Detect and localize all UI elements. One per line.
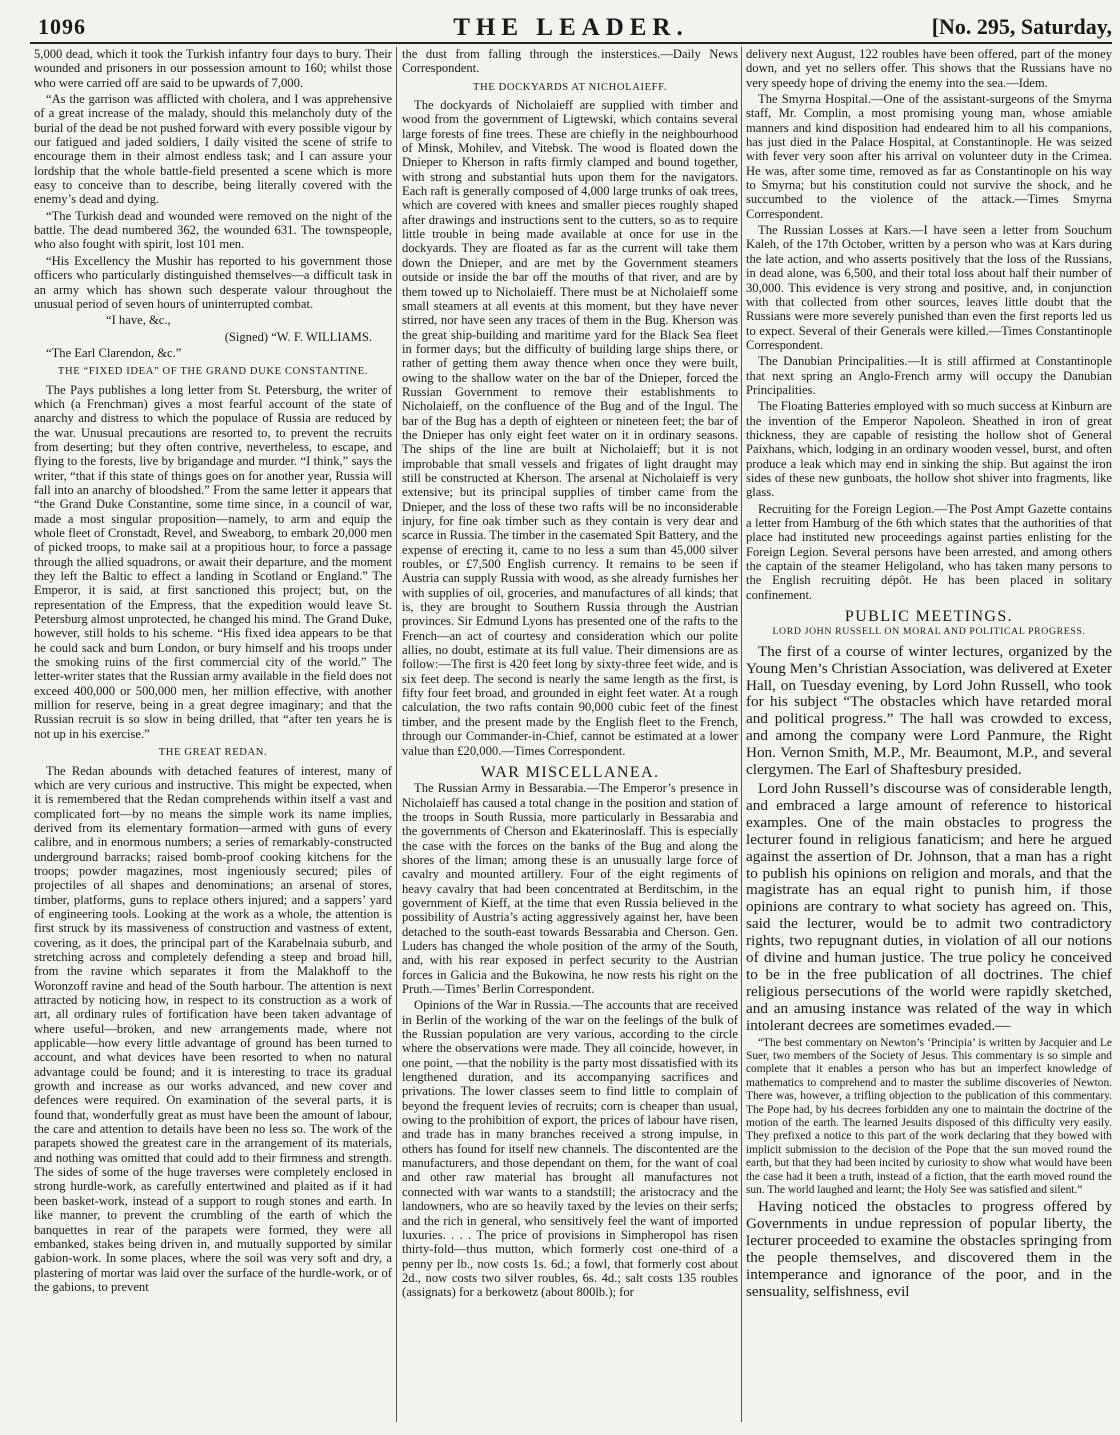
paragraph: The dockyards of Nicholaieff are supplied with timber and wood from the government of Ligtewski, which contains several large forests of fine trees. These are chiefly in the neighbourhood of Minsk, Mohilev, and Vitebsk. The wood is floated down the Dnieper to Kherson in rafts firmly clamped and bound together, with strong and substantial huts upon them for the navigators. Each raft is generally composed of 4,000 large trunks of oak trees, which are covered with knees and smaller pieces roughly shaped after drawings and instructions sent to the cutters, so as to require little trouble in being made available at once for use in the dockyards. They are floated as far as the current will take them down the Dnieper, and are met by the Government steamers outside or inside the bar off the mouths of that river, and are by them towed up to Nicholaieff. There must be at Nicholaieff some small steamers at all events at this moment, but they have never stirred, nor have seen any traces of them in the Bug. Kherson was the great ship-building and maritime yard for the Black Sea fleet in former days; but the difficulty of building large ships there, or rather of getting them away thence when once they were built, owing to the shallow water on the bar of the Dnieper, forced the Russian Government to remove their establishments to Nicholaieff, on the confluence of the Bug and of the Ingul. The bar of the Bug has a depth of eighteen or nineteen feet; the bar of the Dnieper has only eight feet water on it in ordinary seasons. The ships of the line are built at Nicholaieff; but it is not improbable that small vessels and frigates of light draught may still be constructed at Kherson. The arsenal at Nicholaieff is very extensive; but its principal supplies of timber came from the Dnieper, and the loss of these two rafts will be no inconsiderable injury, for fine oak timber such as they contain is very dear and scarce in Russia. The timber in the casemated Spit Battery, and the expense of erecting it, came to no less a sum than 45,000 silver roubles, or £7,500 English currency. It remains to be seen if Austria can supply Russia with wood, as she already furnishes her with supplies of oil, groceries, and manufactures of all kinds; that is, they are brought to Southern Russia through the Austrian provinces. Sir Edmund Lyons has presented one of the rafts to the French—an act of courtesy and consideration which our polite allies, no doubt, estimate at its full value. Their dimensions are as follow:—The first is 420 feet long by sixty-three feet wide, and is six feet deep. The second is nearly the same length as the first, is fifty four feet broad, and grounded in eight feet water. At a rough calculation, the two rafts contain 90,000 cubic feet of the finest timber, and the present made by the English fleet to the French, through our Commander-in-Chief, cannot be estimated at a lower value than £20,000.—Times Correspondent.	[402, 98, 738, 758]
section-heading: THE “FIXED IDEA” OF THE GRAND DUKE CONSTANTINE.	[57, 366, 369, 378]
column-1	[34, 47, 392, 1432]
article-body	[746, 644, 1112, 1035]
article-body	[746, 1199, 1112, 1300]
paragraph: delivery next August, 122 roubles have been offered, part of the money down, and yet no sellers offer. This shows that the Russians have no very speedy hope of driving the enemy into the sea.—Idem.	[746, 47, 1112, 90]
paragraph: “The Earl Clarendon, &c.”	[46, 345, 182, 360]
masthead-title: THE LEADER.	[453, 14, 689, 41]
paragraph: Having noticed the obstacles to progress offered by Governments in undue repression of popular liberty, the lecturer proceeded to examine the obstacles springing from the people themselves, and discovered them in the intemperance and ignorance of the poor, and in the sensuality, selfishness, evil	[746, 1198, 1112, 1300]
section-subheading: LORD JOHN RUSSELL ON MORAL AND POLITICAL PROGRESS.	[772, 626, 1086, 638]
paragraph: Recruiting for the Foreign Legion.—The Post Ampt Gazette contains a letter from Hamburg of the 6th which states that the authorities of that place had instituted new proceedings against parties enlisting for the Foreign Legion. Several persons have been arrested, and among others the captain of the steamer Heligoland, who has taken many persons to the English recruiting dépôt. He has been placed in solitary confinement.	[746, 501, 1112, 602]
paragraph: “His Excellency the Mushir has reported to his government those officers who particularly distinguished themselves—a difficult task in an army which has shown such desperate valour throughout the unusual period of seven hours of uninterrupted combat.	[34, 253, 392, 311]
issue-label: [No. 295, Saturday,	[931, 14, 1112, 39]
header-rule	[30, 42, 1112, 44]
paragraph: The Smyrna Hospital.—One of the assistant-surgeons of the Smyrna staff, Mr. Complin, a most promising young man, whose amiable manners and kind disposition had endeared him to all his companions, has just died in the Palace Hospital, at Constantinople. He was seized with fever very soon after his arrival on volunteer duty in the Crimea. He was, after some time, removed as far as Constantinople on his way to Smyrna; but his constitution could not survive the shock, and he succumbed to the violence of the attack.—Times Smyrna Correspondent.	[746, 92, 1112, 221]
paragraph: The Danubian Principalities.—It is still affirmed at Constantinople that next spring an Anglo-French army will occupy the Danubian Principalities.	[746, 354, 1112, 397]
section-heading: THE GREAT REDAN.	[158, 747, 268, 759]
column-divider	[396, 47, 397, 1422]
paragraph: 5,000 dead, which it took the Turkish infantry four days to bury. Their wounded and prisoners in our possession amount to 160; whilst those who were carried off are said to be upwards of 7,000.	[34, 47, 392, 90]
column-divider	[741, 47, 742, 1422]
paragraph: Opinions of the War in Russia.—The accounts that are received in Berlin of the working of the war on the feelings of the bulk of the Russian population are very various, according to the circle where the observations were made. They all coincide, however, in one point, —that the nobility is the party most dissatisfied with its lengthened duration, and its accompanying sacrifices and privations. The lower classes seem to find little to complain of beyond the frequent levies of recruits; corn is cheaper than usual, owing to the prohibition of export, the prices of labour have risen, and trade has in many branches received a strong impulse, in others has found for itself new channels. The discontented are the manufacturers, and those dependant on them, for the want of coal and other raw material has brought all manufactures not connected with war wants to a standstill; the aristocracy and the landowners, who are so heavily taxed by the levies on their serfs; and the rich in general, who sensitively feel the want of imported luxuries. . . . The price of provisions in Simpheropol has risen thirty-fold—thus mutton, which formerly cost one-third of a penny per lb., now costs 1s. 6d.; a fowl, that formerly cost about 2d., now costs two silver roubles, 6s. 4d.; salt costs 135 roubles (assignats) for a berkowetz (about 800lb.); for	[402, 998, 738, 1300]
paragraph: The Redan abounds with detached features of interest, many of which are very curious and instructive. This might be expected, when it is remembered that the Redan comprehends within itself a vast and complicated fort—by no means the simple work its name implies, derived from its elementary formation—armed with guns of every calibre, and in enormous numbers; a series of remarkably-constructed underground barracks; raised bomb-proof cooking kitchens for the troops; powder magazines, most ingeniously secured; piles of projectiles of all shapes and denominations; an arsenal of stores, timber, platforms, guns to replace others injured; and a sappers’ yard of engineering tools. Looking at the work as a whole, the attention is first struck by its massiveness of construction and vastness of extent, covering, as it does, the principal part of the Karabelnaia suburb, and stretching across and completely defending a steep and broad hill, from the ravine which separates it from the Malakhoff to the Woronzoff ravine and head of the South harbour. The attention is next attracted by noticing how, in respect to its construction as a work of art, all ordinary rules of fortification have been taken advantage of where useful—broken, and new arrangements made, where not applicable—how every little advantage of ground has been turned to account, and what devices have been resorted to when no natural advantage could be found; and it is interesting to trace its gradual growth and increase as our works advanced, and new cover and defences were required. On examination of the several parts, it is found that, wonderfully great as must have been the amount of labour, the care and attention to details have been no less so. The work of the parapets showed the greatest care in the arrangement of its materials, and nothing was omitted that could add to their firmness and strength. The sides of some of the huge traverses were completely enclosed in strong hurdle-work, as carefully entertwined and plaited as if it had been basket-work, instead of a support to rough stones and earth. In like manner, to prevent the crumbling of the earth of which the banquettes in rear of the parapets were formed, they were all embanked, stakes being driven in, and mutually supported by similar gabion-work. In some places, where the soil was very soft and dry, a plastering of mortar was laid over the surface of the hurdle-work, or of the gabions, to prevent	[34, 763, 392, 1294]
paragraph: The Floating Batteries employed with so much success at Kinburn are the invention of the Emperor Napoleon. Sheathed in iron of great thickness, they are capable of resisting the hollow shot of General Paixhans, which, lodging in an ordinary wooden vessel, burst, and often produce a leak which may end in sinking the ship. But against the iron sides of these new gunboats, the hollow shot shiver into fragments, like glass.	[746, 399, 1112, 500]
paragraph: “The best commentary on Newton’s ‘Principia’ is written by Jacquier and Le Suer, two members of the Society of Jesus. This commentary is so simple and complete that it enables a person who has but an imperfect knowledge of mathematics to comprehend and to master the sublime discoveries of Newton. There was, however, a trifling objection to the publication of this commentary. The Pope had, by his decrees forbidden any one to maintain the doctrine of the motion of the earth. The learned Jesuits disposed of this difficulty very easily. They prefixed a notice to this part of the work declaring that they bowed with implicit submission to the decision of the Pope that the sun moved round the earth, but that they had been incited by curiosity to show what would have been the case had it been a truth, instead of a fiction, that the earth moved round the sun. The world laughed and learnt; the Holy See was satisfied and silent.”	[746, 1036, 1112, 1197]
block-quote	[746, 1037, 1112, 1198]
paragraph: The Russian Army in Bessarabia.—The Emperor’s presence in Nicholaieff has caused a total change in the position and station of the troops in South Russia, more particularly in Bessarabia and the governments of Cherson and Ekaterinoslaff. This is especially the case with the forces on the banks of the Bug and along the shores of the liman; among these is an unusually large force of cavalry and mounted artillery. Four of the eight regiments of heavy cavalry that had been concentrated at Berditschim, in the government of Kieff, at the time that even Russia believed in the possibility of Austria’s acting aggressively against her, have been detached to the south-east towards Bessarabia and Cherson. Gen. Luders has changed the whole position of the army of the South, and, with his rear exposed in perfect security to the Austrian forces in Galicia and the Bukowina, he now rests his right on the Pruth.—Times’ Berlin Correspondent.	[402, 781, 738, 996]
page-header	[30, 6, 1112, 44]
paragraph: Lord John Russell’s discourse was of considerable length, and embraced a large amount of reference to historical examples. One of the main obstacles to progress the lecturer found in religious fanaticism; and here he argued against the assertion of Dr. Johnson, that a man has a right to publish his opinions on religion and morals, and that the magistrate has an equal right to punish him, if those opinions are contrary to what society has agreed on. This, said the lecturer, would be to admit two contradictory rights, two repugnant duties, in violation of all our notions of divine and human justice. The true policy he conceived to be in the free publication of all doctrines. The chief religious persecutions of the world were rapidly sketched, and an amusing instance was related of the way in which intolerant decrees are sometimes evaded.—	[746, 780, 1112, 1034]
paragraph: The first of a course of winter lectures, organized by the Young Men’s Christian Association, was delivered at Exeter Hall, on Tuesday evening, by Lord John Russell, who took for his subject “The obstacles which have retarded moral and political progress.” The hall was crowded to excess, and among the company were Lord Panmure, the Right Hon. Vernon Smith, M.P., Mr. Beaumont, M.P., and several clergymen. The Earl of Shaftesbury presided.	[746, 642, 1112, 779]
page-number: 1096	[38, 14, 86, 39]
paragraph: The Pays publishes a long letter from St. Petersburg, the writer of which (a Frenchman) gives a most fearful account of the state of anarchy and distress to which the populace of Russia are reduced by the war. Unusual precautions are resorted to, to prevent the recruits from deserting; but they often contrive, nevertheless, to escape, and flying to the forests, live by brigandage and murder. “I think,” says the writer, “that if this state of things goes on for another year, Russia will fall into an anarchy of bloodshed.” From the same letter it appears that “the Grand Duke Constantine, some time since, in a council of war, made a most singular proposition—namely, to arm and equip the whole fleet of Cronstadt, Revel, and Sweaborg, to embark 20,000 men of picked troops, to make sail at a propitious hour, to force a passage through the allied squadrons, or await their departure, and the moment they left the Baltic to effect a landing in Scotland or England.” The Emperor, it is said, at first sanctioned this project; but, on the representation of the Empress, that the expedition would leave St. Petersburg almost unprotected, he changed his mind. The Grand Duke, however, still holds to his scheme. “His fixed idea appears to be that he could sack and burn London, or bury himself and his troops under the smoking ruins of the first commercial city of the world.” The letter-writer states that the Russian army available in the field does not exceed 400,000 or 500,000 men, her million effective, with another million for reserve, being in a great degree imaginary; and that the Russian recruit is so slow in being drilled, that “after ten years he is not up in his exercise.”	[34, 382, 392, 741]
column-2	[402, 47, 738, 1432]
section-heading: THE DOCKYARDS AT NICHOLAIEFF.	[472, 81, 668, 93]
column-3	[746, 47, 1112, 1432]
section-heading: PUBLIC MEETINGS.	[844, 608, 1014, 626]
section-heading: WAR MISCELLANEA.	[480, 763, 660, 781]
paragraph: “As the garrison was afflicted with cholera, and I was apprehensive of a great increase of the malady, should this melancholy duty of the burial of the dead be not pushed forward with every possible vigour by our fatigued and jaded soldiers, I daily visited the scene of strife to encourage them in their almost endless task; and I can assure your lordship that the whole battle-field presented a scene which is more easy to conceive than to describe, being literally covered with the enemy’s dead and dying.	[34, 92, 392, 207]
paragraph: “I have, &c.,	[106, 313, 171, 328]
paragraph: the dust from falling through the insterstices.—Daily News Correspondent.	[402, 47, 738, 76]
signature: (Signed) “W. F. WILLIAMS.	[224, 329, 372, 344]
paragraph: “The Turkish dead and wounded were removed on the night of the battle. The dead numbered 362, the wounded 631. The townspeople, who also fought with spirit, lost 101 men.	[34, 208, 392, 252]
paragraph: The Russian Losses at Kars.—I have seen a letter from Souchum Kaleh, of the 17th October, written by a person who was at Kars during the late action, and who asserts positively that the loss of the Russians, in dead alone, was 6,500, and their total loss about half their number of 30,000. This evidence is very strong and positive, and, in conjunction with that collected from other sources, leaves little doubt that the Russians were more severely punished than even the first reports led us to expect. Several of their Generals were killed.—Times Constantinople Correspondent.	[746, 223, 1112, 352]
